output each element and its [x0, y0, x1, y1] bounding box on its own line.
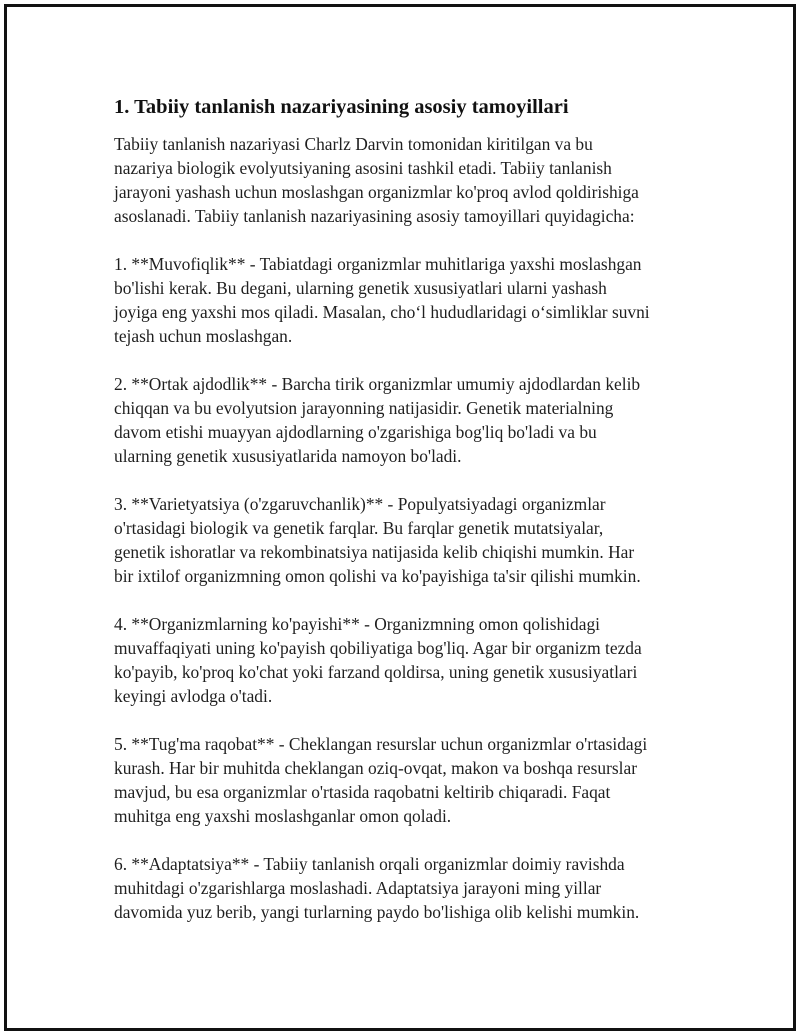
- principle-item-2: 2. **Ortak ajdodlik** - Barcha tirik organizmlar umumiy ajdodlardan kelib chiqqan va bu evolyutsion jarayonning natijasidir. Genetik materialning davom etishi muayyan ajdodlarning o'zgarishiga bog'liq bo'ladi va bu ularning genetik xususiyatlarida namoyon bo'ladi.: [114, 374, 641, 466]
- principle-item-4: 4. **Organizmlarning ko'payishi** - Organizmning omon qolishidagi muvaffaqiyati uning ko'payish qobiliyatiga bog'liq. Agar bir organizm tezda ko'payib, ko'proq ko'chat yoki farzand qoldirsa, uning genetik xususiyatlari keyingi avlodga o'tadi.: [114, 614, 642, 706]
- principle-item-5: 5. **Tug'ma raqobat** - Cheklangan resurslar uchun organizmlar o'rtasidagi kurash. Har bir muhitda cheklangan oziq-ovqat, makon va boshqa resurslar mavjud, bu esa organizmlar o'rtasida raqobatni keltirib chiqaradi. Faqat muhitga eng yaxshi moslashganlar omon qoladi.: [114, 734, 648, 826]
- principle-item-1: 1. **Muvofiqlik** - Tabiatdagi organizmlar muhitlariga yaxshi moslashgan bo'lishi kerak. Bu degani, ularning genetik xususiyatlari ularni yashash joyiga eng yaxshi mos qiladi. Masalan, cho‘l hududlaridagi o‘simliklar suvni tejash uchun moslashgan.: [114, 254, 650, 346]
- principle-item-6: 6. **Adaptatsiya** - Tabiiy tanlanish orqali organizmlar doimiy ravishda muhitdagi o'zgarishlarga moslashadi. Adaptatsiya jarayoni ming yillar davomida yuz berib, yangi turlarning paydo bo'lishiga olib kelishi mumkin.: [114, 854, 640, 922]
- document-body: [114, 94, 694, 948]
- document-title: 1. Tabiiy tanlanish nazariyasining asosiy tamoyillari: [114, 96, 569, 118]
- principle-item-3: 3. **Varietyatsiya (o'zgaruvchanlik)** - Populyatsiyadagi organizmlar o'rtasidagi biologik va genetik farqlar. Bu farqlar genetik mutatsiyalar, genetik ishoratlar va rekombinatsiya natijasida kelib chiqishi mumkin. Har bir ixtilof organizmning omon qolishi va ko'payishiga ta'sir qilishi mumkin.: [114, 494, 641, 586]
- intro-paragraph: Tabiiy tanlanish nazariyasi Charlz Darvin tomonidan kiritilgan va bu nazariya biologik evolyutsiyaning asosini tashkil etadi. Tabiiy tanlanish jarayoni yashash uchun moslashgan organizmlar ko'proq avlod qoldirishiga asoslanadi. Tabiiy tanlanish nazariyasining asosiy tamoyillari quyidagicha:: [114, 134, 639, 226]
